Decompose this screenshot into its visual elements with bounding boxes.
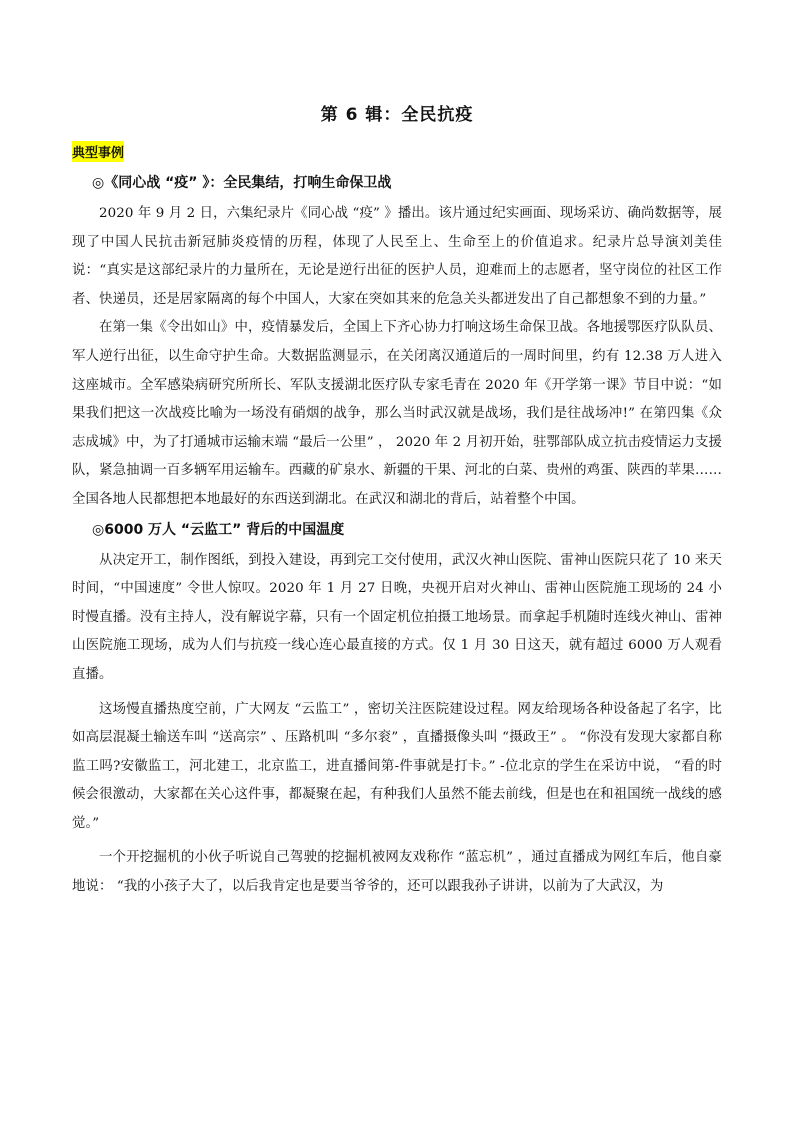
- paragraph: 在第一集《令出如山》中，疫情暴发后，全国上下齐心协力打响这场生命保卫战。各地援鄂医疗队队员、军人逆行出征，以生命守护生命。大数据监测显示，在关闭离汉通道后的一周时间里，约有 12.38 万人进入这座城市。全军感染病研究所所长、军队支援湖北医疗队专家毛青在 2020 年《开学第一课》节目中说：“如果我们把这一次战疫比喻为一场没有硝烟的战争，那么当时武汉就是战场，我们是往战场冲!” 在第四集《众志成城》中，为了打通城市运输末端 “最后一公里” ， 2020 年 2 月初开始，驻鄂部队成立抗击疫情运力支援队，紧急抽调一百多辆军用运输车。西藏的矿泉水、新疆的干果、河北的白菜、贵州的鸡蛋、陕西的苹果……全国各地人民都想把本地最好的东西送到湖北。在武汉和湖北的背后，站着整个中国。: [72, 320, 722, 507]
- paragraph: 2020 年 9 月 2 日，六集纪录片《同心战 “疫” 》播出。该片通过纪实画面、现场采访、确尚数据等，展现了中国人民抗击新冠肺炎疫情的历程，体现了人民至上、生命至上的价值追求。纪录片总导演刘美佳说：“真实是这部纪录片的力量所在，无论是逆行出征的医护人员，迎难而上的志愿者，坚守岗位的社区工作者、快递员，还是居家隔离的每个中国人，大家在突如其来的危急关头都迸发出了自己都想象不到的力量。”: [72, 206, 722, 307]
- document-page: [72, 100, 722, 902]
- page-title: 第 6 辑：全民抗疫: [320, 105, 474, 125]
- section-heading-2: ◎6000 万人 “云监工” 背后的中国温度: [92, 521, 345, 538]
- section-tag: 典型事例: [72, 141, 124, 162]
- paragraph: 这场慢直播热度空前，广大网友 “云监工” ，密切关注医院建设过程。网友给现场各种设备起了名字，比如高层混凝土输送车叫 “送高宗” 、压路机叫 “多尔衮” ，直播摄像头叫 “摄政王” 。 “你没有发现大家都自称监工吗?安徽监工，河北建工，北京监工，进直播间第-件事就是打卡。” -位北京的学生在采访中说， “看的时候会很激动，大家都在关心这件事，都凝聚在起，有种我们人虽然不能去前线，但是也在和祖国统一战线的感觉。”: [72, 701, 722, 831]
- paragraph: 从决定开工，制作图纸，到投入建设，再到完工交付使用，武汉火神山医院、雷神山医院只花了 10 来天时间，“中国速度” 令世人惊叹。2020 年 1 月 27 日晚，央视开启对火神山、雷神山医院施工现场的 24 小时慢直播。没有主持人，没有解说字幕，只有一个固定机位拍摄工地场景。而拿起手机随时连线火神山、雷神山医院施工现场，成为人们与抗疫一线心连心最直接的方式。仅 1 月 30 日这天，就有超过 6000 万人观看直播。: [72, 552, 722, 682]
- section-heading-1: ◎《同心战 “疫” 》：全民集结，打响生命保卫战: [92, 175, 392, 191]
- paragraph: 一个开挖掘机的小伙子听说自己驾驶的挖掘机被网友戏称作 “蓝忘机” ，通过直播成为网红车后，他自豪地说： “我的小孩子大了，以后我肯定也是要当爷爷的，还可以跟我孙子讲讲，以前为了大武汉，为: [72, 850, 722, 895]
